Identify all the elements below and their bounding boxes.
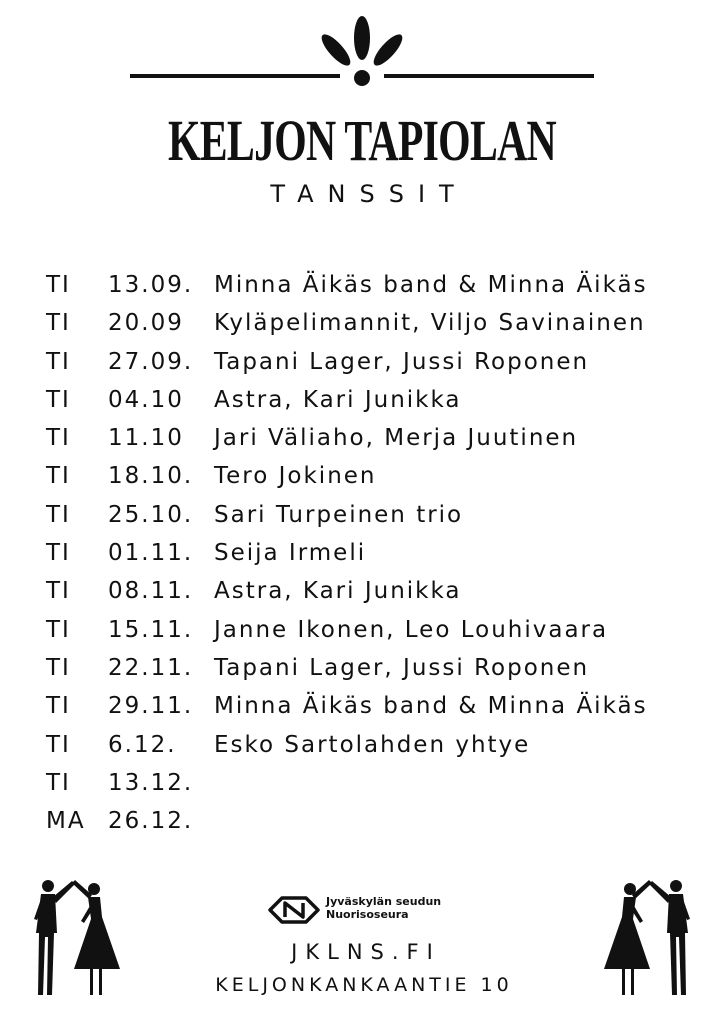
address-text: KELJONKANKAANTIE 10 bbox=[215, 974, 513, 996]
event-row bbox=[46, 764, 706, 802]
poster-subtitle: TANSSIT bbox=[270, 180, 468, 208]
event-artist: Tapani Lager, Jussi Roponen bbox=[214, 348, 590, 375]
event-row bbox=[46, 304, 706, 342]
event-date: 13.09. bbox=[108, 272, 194, 298]
event-artist: Minna Äikäs band & Minna Äikäs bbox=[214, 272, 648, 298]
event-day: TI bbox=[46, 425, 71, 452]
event-artist: Seija Irmeli bbox=[214, 540, 367, 567]
event-artist: Astra, Kari Junikka bbox=[214, 386, 462, 413]
organizer-logo bbox=[266, 893, 476, 927]
event-artist: Esko Sartolahden yhtye bbox=[214, 731, 531, 758]
event-date: 15.11. bbox=[108, 616, 194, 643]
event-row bbox=[46, 649, 706, 687]
event-date: 13.12. bbox=[108, 769, 194, 796]
event-row bbox=[46, 266, 706, 304]
event-day: TI bbox=[46, 578, 71, 605]
event-date: 22.11. bbox=[108, 654, 194, 681]
event-day: TI bbox=[46, 310, 71, 337]
event-date: 6.12. bbox=[108, 731, 177, 758]
event-date: 25.10. bbox=[108, 501, 194, 528]
nuorisoseura-logo-icon bbox=[266, 893, 322, 927]
event-day: TI bbox=[46, 386, 71, 413]
event-artist: Janne Ikonen, Leo Louhivaara bbox=[214, 616, 609, 643]
event-day: TI bbox=[46, 348, 71, 375]
event-row bbox=[46, 343, 706, 381]
event-date: 20.09 bbox=[108, 310, 184, 337]
event-artist: Tero Jokinen bbox=[214, 463, 377, 490]
event-day: TI bbox=[46, 272, 71, 298]
event-artist: Astra, Kari Junikka bbox=[214, 578, 462, 605]
event-date: 18.10. bbox=[108, 463, 194, 490]
event-date: 08.11. bbox=[108, 578, 194, 605]
event-row bbox=[46, 726, 706, 764]
website-text: JKLNS.FI bbox=[291, 940, 441, 964]
event-artist: Tapani Lager, Jussi Roponen bbox=[214, 654, 590, 681]
poster-title: KELJON TAPIOLAN bbox=[168, 108, 556, 173]
organizer-name-line2: Nuorisoseura bbox=[326, 908, 409, 921]
event-day: TI bbox=[46, 463, 71, 490]
event-artist: Minna Äikäs band & Minna Äikäs bbox=[214, 693, 648, 720]
header-ornament bbox=[0, 0, 724, 110]
event-schedule bbox=[46, 266, 706, 840]
event-day: TI bbox=[46, 731, 71, 758]
organizer-name bbox=[326, 895, 441, 921]
event-day: TI bbox=[46, 769, 71, 796]
event-date: 29.11. bbox=[108, 693, 194, 720]
event-date: 01.11. bbox=[108, 540, 194, 567]
event-day: TI bbox=[46, 654, 71, 681]
event-date: 27.09. bbox=[108, 348, 194, 375]
event-date: 26.12. bbox=[108, 808, 194, 835]
event-artist: Kyläpelimannit, Viljo Savinainen bbox=[214, 310, 646, 337]
event-row bbox=[46, 572, 706, 610]
event-date: 04.10 bbox=[108, 386, 184, 413]
event-row bbox=[46, 457, 706, 495]
event-row bbox=[46, 534, 706, 572]
event-day: TI bbox=[46, 616, 71, 643]
event-day: MA bbox=[46, 808, 86, 835]
event-artist: Sari Turpeinen trio bbox=[214, 501, 464, 528]
event-artist: Jari Väliaho, Merja Juutinen bbox=[214, 425, 579, 452]
event-row bbox=[46, 802, 706, 840]
event-day: TI bbox=[46, 540, 71, 567]
event-row bbox=[46, 496, 706, 534]
event-day: TI bbox=[46, 501, 71, 528]
event-row bbox=[46, 419, 706, 457]
organizer-name-line1: Jyväskylän seudun bbox=[326, 895, 442, 908]
event-date: 11.10 bbox=[108, 425, 184, 452]
event-row bbox=[46, 381, 706, 419]
event-row bbox=[46, 611, 706, 649]
event-row bbox=[46, 687, 706, 725]
event-day: TI bbox=[46, 693, 71, 720]
